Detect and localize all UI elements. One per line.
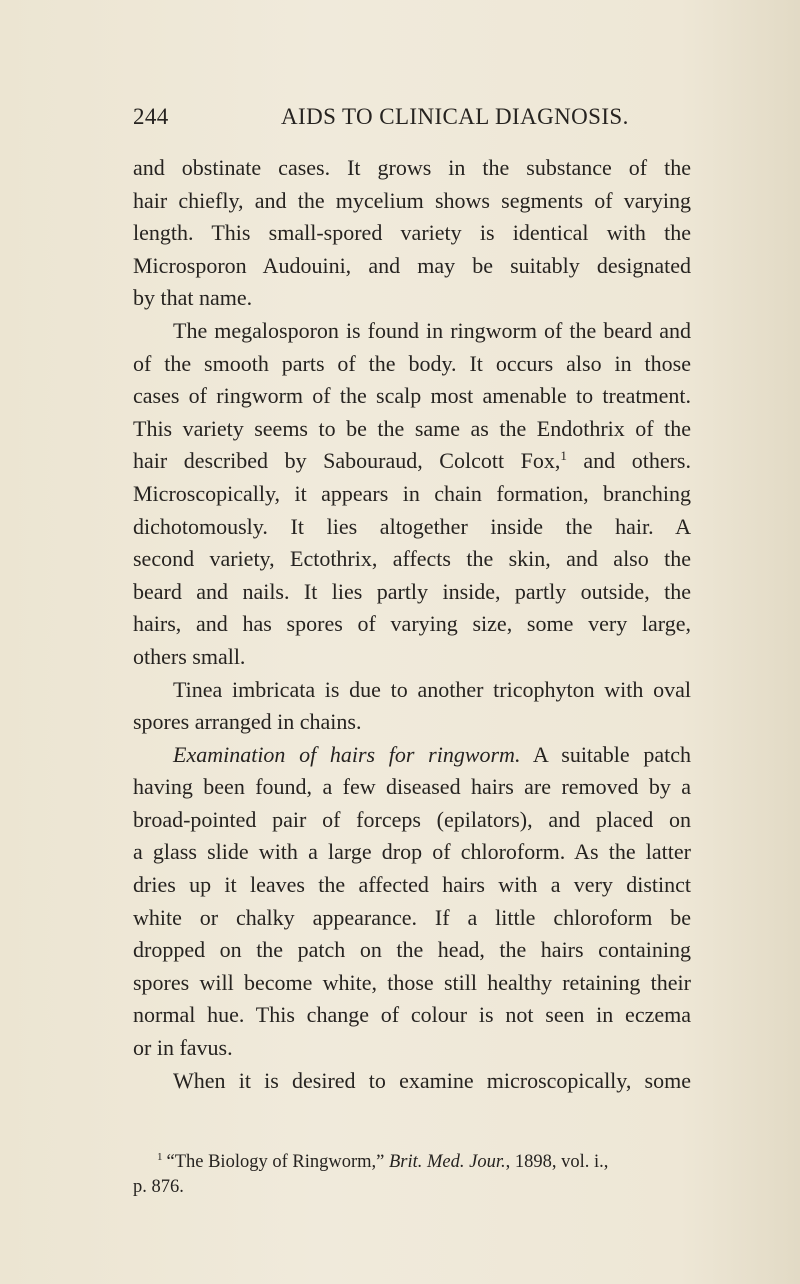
text-line: normal hue. This change of colour is not seen in eczema [133,1002,691,1028]
text-line: or in favus. [133,1035,233,1061]
text-line: and obstinate cases. It grows in the substance of the [133,155,691,180]
footnote-title: “The Biology of Ringworm,” [166,1152,389,1172]
text-line: white or chalky appearance. If a little chloroform be [133,904,691,930]
text-line: hair chiefly, and the mycelium shows segments of varying [133,187,691,213]
body-text [133,152,691,1097]
footnote-marker: 1 [157,1151,163,1163]
text-line: by that name. [133,285,253,311]
text-line: length. This small-spored variety is identical with the [133,220,691,246]
text-line: Microscopically, it appears in chain formation, branching [133,480,691,506]
text-line: broad-pointed pair of forceps (epilators), and placed on [133,806,691,832]
text-span: hair described by Sabouraud, Colcott Fox, [133,448,561,474]
text-line: spores will become white, those still healthy retaining their [133,969,691,995]
text-line: others small. [133,643,246,669]
text-line: having been found, a few diseased hairs are removed by a [133,774,691,800]
footnote-text [133,1150,691,1175]
text-line: second variety, Ectothrix, affects the skin, and also the [133,546,691,572]
text-line: cases of ringworm of the scalp most amenable to treatment. [133,383,691,409]
running-header [133,104,633,134]
text-line: dichotomously. It lies altogether inside the hair. A [133,513,691,539]
section-heading-italic: Examination of hairs for ringworm. [173,741,521,767]
page-number: 244 [133,104,169,129]
text-line: Microsporon Audouini, and may be suitably designated [133,252,691,278]
text-line: a glass slide with a large drop of chloroform. As the latter [133,839,691,865]
running-title: AIDS TO CLINICAL DIAGNOSIS. [281,104,629,129]
text-line: dropped on the patch on the head, the hairs containing [133,937,691,963]
text-line: beard and nails. It lies partly inside, partly outside, the [133,578,691,604]
text-line: The megalosporon is found in ringworm of the beard and [173,317,691,343]
text-span: and others. [566,448,691,474]
text-line: dries up it leaves the affected hairs with a very distinct [133,872,691,898]
text-line: This variety seems to be the same as the Endothrix of the [133,415,691,441]
text-line: When it is desired to examine microscopically, some [173,1067,691,1093]
text-span: A suitable patch [520,741,692,767]
footnote-citation: , 1898, vol. i., [505,1152,609,1172]
text-line: of the smooth parts of the body. It occurs also in those [133,350,691,376]
footnote-journal: Brit. Med. Jour. [388,1152,506,1172]
text-line: hairs, and has spores of varying size, some very large, [133,611,691,637]
text-line [133,739,691,772]
text-line: Tinea imbricata is due to another tricophyton with oval [173,676,691,702]
text-line: spores arranged in chains. [133,709,362,735]
footnote [133,1150,691,1200]
footnote-reference: 1 [560,448,567,464]
footnote-page: p. 876. [133,1177,184,1197]
text-line [133,445,691,478]
